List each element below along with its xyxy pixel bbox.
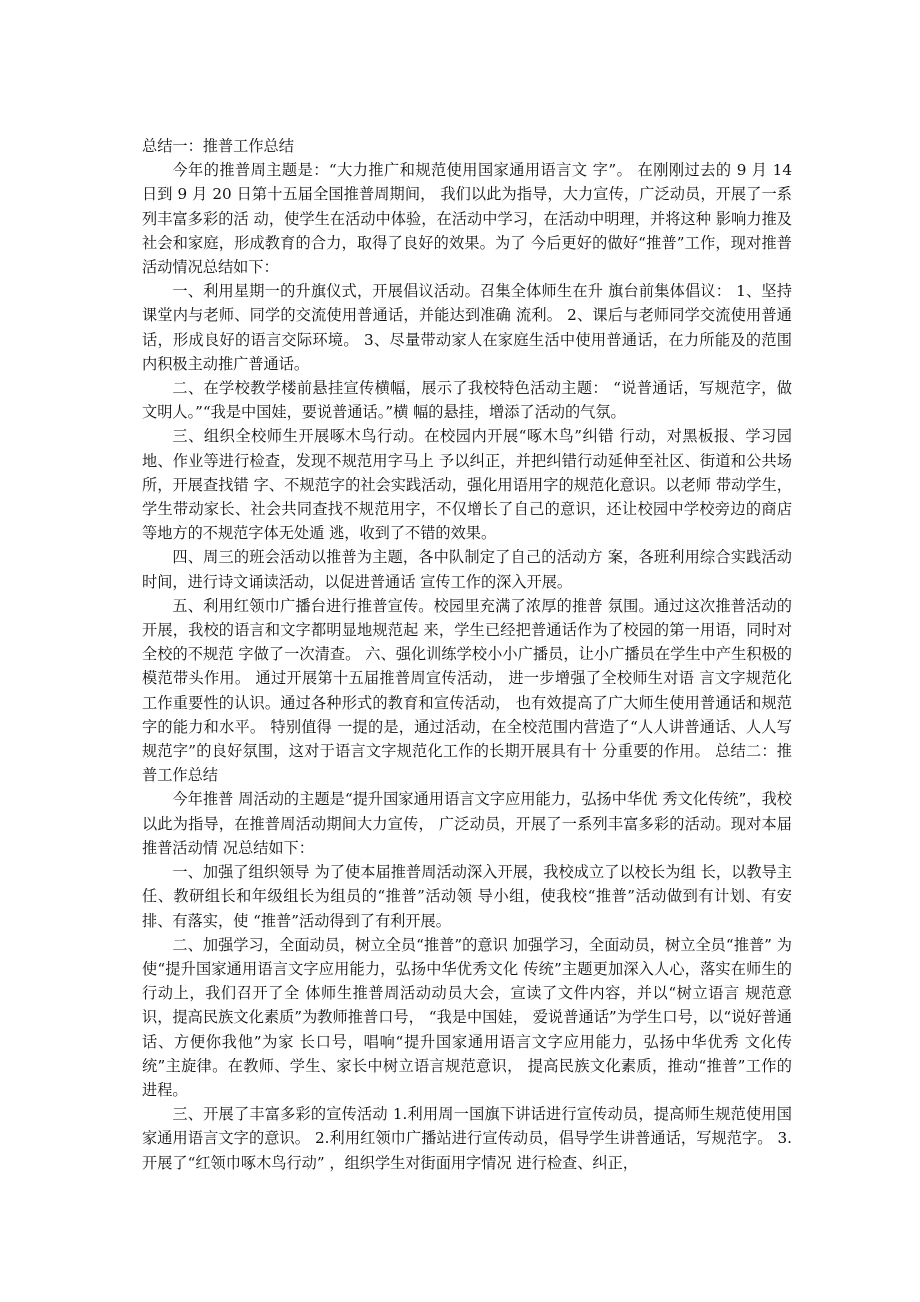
paragraph-theme-intro: 今年的推普周主题是：“大力推广和规范使用国家通用语言文 字”。 在刚刚过去的 9 月 14 日到 9 月 20 日第十五届全国推普周期间， 我们以此为指导，大力宣传，广泛动员，开展了一系列丰富多彩的活 动，使学生在活动中体验，在活动中学习，在活动中明理，并将这种 影响力推及社会和家庭，形成教育的合力，取得了良好的效果。为了 今后更好的做好“推普”工作，现对推普活动情况总结如下：: [142, 161, 792, 277]
paragraph-radio-broadcast: 五、利用红领巾广播台进行推普宣传。校园里充满了浓厚的推普 氛围。通过这次推普活动的开展，我校的语言和文字都明显地规范起 来，学生已经把普通话作为了校园的第一用语，同时对全校的不规范 字做了一次清查。 六、强化训练学校小小广播员，让小广播员在学生中产生积极的 模范带头作用。 通过开展第十五届推普周宣传活动， 进一步增强了全校师生对语 言文字规范化工作重要性的认识。通过各种形式的教育和宣传活动， 也有效提高了广大师生使用普通话和规范字的能力和水平。 特别值得 一提的是，通过活动，在全校范围内营造了“人人讲普通话、人人写 规范字”的良好氛围，这对于语言文字规范化工作的长期开展具有十 分重要的作用。 总结二：推普工作总结: [142, 596, 792, 785]
document-title: 总结一：推普工作总结: [142, 137, 294, 155]
paragraph-class-meeting: 四、周三的班会活动以推普为主题，各中队制定了自己的活动方 案，各班利用综合实践活动时间，进行诗文诵读活动，以促进普通话 宣传工作的深入开展。: [142, 548, 792, 591]
paragraph-woodpecker-action: 三、组织全校师生开展啄木鸟行动。在校园内开展“啄木鸟”纠错 行动，对黑板报、学习园地、作业等进行检查，发现不规范用字马上 予以纠正，并把纠错行动延伸至社区、街道和公共场所，开展查找错 字、不规范字的社会实践活动，强化用语用字的规范化意识。以老师 带动学生，学生带动家长、社会共同查找不规范用字，不仅增长了自己的意识，还让校园中学校旁边的商店等地方的不规范字体无处遁 逃，收到了不错的效果。: [142, 427, 792, 543]
paragraph-publicity-activities: 三、开展了丰富多彩的宣传活动 1.利用周一国旗下讲话进行宣传动员，提高师生规范使用国 家通用语言文字的意识。 2.利用红领巾广播站进行宣传动员，倡导学生讲普通话，写规范字。 3.开展了“红领巾啄木鸟行动” ，组织学生对街面用字情况 进行检查、纠正，: [142, 1105, 792, 1172]
paragraph-study-mobilization: 二、加强学习，全面动员，树立全员“推普”的意识 加强学习，全面动员，树立全员“推普” 为使“提升国家通用语言文字应用能力，弘扬中华优秀文化 传统”主题更加深入人心，落实在师生的行动上，我们召开了全 体师生推普周活动动员大会，宣读了文件内容，并以“树立语言 规范意识，提高民族文化素质”为教师推普口号， “我是中国娃， 爱说普通话”为学生口号，以“说好普通话、方便你我他”为家 长口号，唱响“提升国家通用语言文字应用能力，弘扬中华优秀 文化传统”主旋律。在教师、学生、家长中树立语言规范意识， 提高民族文化素质，推动“推普”工作的进程。: [142, 935, 792, 1099]
paragraph-flag-ceremony: 一、利用星期一的升旗仪式，开展倡议活动。召集全体师生在升 旗台前集体倡议： 1、坚持课堂内与老师、同学的交流使用普通话，并能达到准确 流利。 2、课后与老师同学交流使用普通话，形成良好的语言交际环境。 3、尽量带动家人在家庭生活中使用普通话，在力所能及的范围 内积极主动推广普通话。: [142, 282, 792, 373]
paragraph-summary-two-intro: 今年推普 周活动的主题是“提升国家通用语言文字应用能力，弘扬中华优 秀文化传统”，我校以此为指导，在推普周活动期间大力宣传， 广泛动员，开展了一系列丰富多彩的活动。现对本届推普活动情 况总结如下：: [142, 790, 792, 857]
paragraph-leadership: 一、加强了组织领导 为了使本届推普周活动深入开展，我校成立了以校长为组 长，以教导主任、教研组长和年级组长为组员的“推普”活动领 导小组，使我校“推普”活动做到有计划、有安排、有落实，使 “推普”活动得到了有利开展。: [142, 863, 792, 930]
paragraph-banner: 二、在学校教学楼前悬挂宣传横幅，展示了我校特色活动主题： “说普通话，写规范字，做文明人。”“我是中国娃，要说普通话。”横 幅的悬挂，增添了活动的气氛。: [142, 379, 792, 422]
document-body: [142, 134, 792, 1175]
